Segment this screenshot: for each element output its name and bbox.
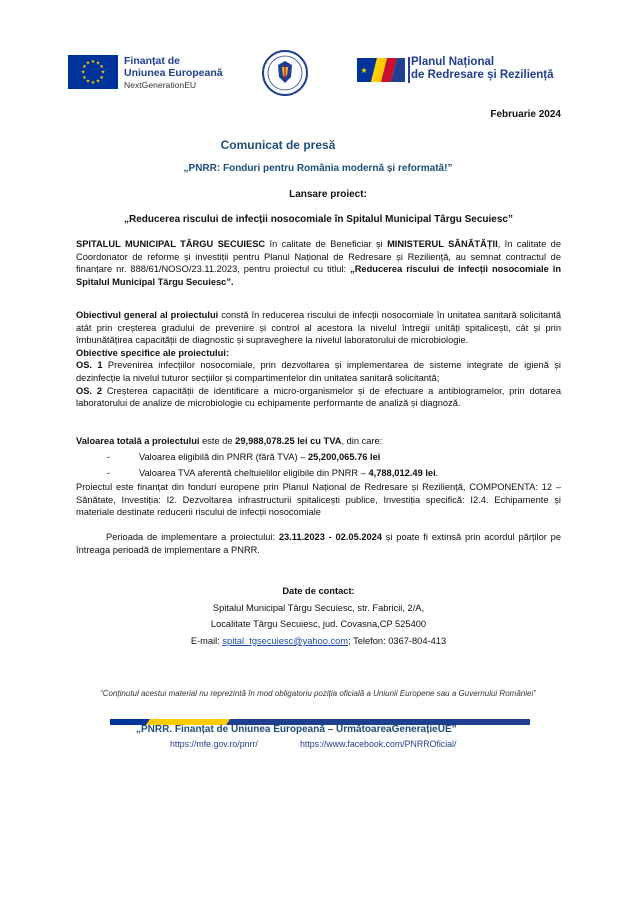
contact-address-line2: Localitate Târgu Secuiesc, jud. Covasna,CP 525400 [210,619,427,630]
objectives-section [76,309,561,410]
disclaimer: “Conținutul acestui material nu reprezintă în mod obligatoriu poziția oficială a Uniunii Europene sau a Guvernului României” [100,689,536,698]
footer-slogan: „PNRR. Finanțat de Uniunea Europeană – UrmătoareaGenerațieUE” [136,724,457,735]
document-date: Februarie 2024 [490,109,561,120]
document-title: Comunicat de presă [220,138,336,152]
pnrr-flag-logo [357,58,405,82]
total-value [76,435,561,448]
period-text: și poate fi extinsă prin acordul părților pe întreaga perioadă de implementare a PNRR. [76,532,561,555]
value-breakdown-list [107,451,559,479]
total-value-text-2: , din care: [341,436,383,446]
pnrr-label [411,56,554,82]
os2-text: Creșterea capacității de identificare a micro-organismelor și de efectuare a antibiogramelor, prin dotarea laboratorului de analize de microbiologie cu echipamente performante de analiză și diagnoză. [76,385,561,409]
svg-text:★: ★ [82,75,87,81]
ministry-name: MINISTERUL SĂNĂTĂȚII [387,239,498,249]
funding-paragraph: Proiectul este finanțat din fonduri europene prin Planul Național de Redresare și Reziliență, COMPONENTA: 12 – Sănătate, Investiția: I2. Dezvoltarea infrastructurii spitalicești publice, Investiția specifică: I2.4. Echipamente și materiale destinate reducerii riscului de infecții nosocomiale [76,482,561,518]
eu-text-line3: NextGenerationEU [124,80,197,90]
objective-os2 [76,385,561,410]
list-item [107,467,559,480]
eu-flag-logo [68,55,118,89]
objective-os1 [76,359,561,384]
svg-text:★: ★ [360,66,368,75]
eu-text-line2: Uniunea Europeană [124,67,223,79]
romanian-government-emblem [262,50,308,96]
svg-text:★: ★ [99,75,104,81]
project-title: „Reducerea riscului de infecții nosocomiale în Spitalul Municipal Târgu Secuiesc” [124,214,513,225]
footer-color-bar [110,712,530,718]
pnrr-divider [408,57,410,83]
svg-text:★: ★ [85,78,91,85]
os2-label: OS. 2 [76,385,103,396]
svg-text:★: ★ [99,64,104,70]
beneficiary-name: SPITALUL MUNICIPAL TÂRGU SECUIESC [76,239,266,249]
intro-text-1: în calitate de Beneficiar și [265,239,388,249]
list-item [107,451,559,464]
general-objective-label: Obiectivul general al proiectului [76,310,219,320]
specific-objectives-heading: Obiective specifice ale proiectului: [76,347,229,358]
email-link[interactable]: spital_tgsecuiesc@yahoo.com [222,635,349,646]
svg-text:★: ★ [100,69,106,76]
list-dash: - [107,452,111,462]
eu-funding-label [124,55,223,91]
slogan: „PNRR: Fonduri pentru România modernă și reformată!” [183,163,453,174]
list-dash: - [107,467,111,478]
contact-email-phone [76,635,561,648]
contact-address-line1: Spitalul Municipal Târgu Secuiesc, str. Fabricii, 2/A, [212,602,425,613]
general-objective-text: constă în reducerea riscului de infecții nosocomiale în unitatea sanitară solicitantă atât prin creșterea gradului de prevenire și control al acestora la nivelul întregii unități spitalicești, cât și prin îmbunătățirea capacității de diagnostic și supraveghere la nivelul laboratorului de microbiologie. [76,310,561,346]
footer-url-mfe[interactable]: https://mfe.gov.ro/pnrr/ [170,739,258,749]
svg-text:★: ★ [82,64,87,70]
os1-label: OS. 1 [76,360,103,371]
pnrr-text-line1: Planul Național [411,56,495,68]
general-objective [76,309,561,347]
svg-text:★: ★ [90,80,96,86]
svg-text:★: ★ [95,60,101,67]
contact-section [76,585,561,647]
svg-text:★: ★ [95,78,101,85]
svg-text:★: ★ [80,69,86,76]
period-label: Perioada de implementare a proiectului: [106,532,279,542]
vat-value-label: Valoarea TVA aferentă cheltuielilor eligibile din PNRR – [139,467,369,478]
eu-text-line1: Finanțat de [124,55,181,67]
vat-value-amount: 4,788,012.49 lei [368,467,436,478]
intro-project-title: „Reducerea riscului de infecții nosocomiale în Spitalul Municipal Târgu Secuiesc”. [76,264,562,287]
eligible-value-label: Valoarea eligibilă din PNRR (fără TVA) – [139,452,308,462]
pnrr-text-line2: de Redresare și Reziliență [411,69,554,81]
intro-paragraph [76,238,561,288]
total-value-label: Valoarea totală a proiectului [76,436,200,446]
total-value-amount: 29,988,078.25 lei cu TVA [235,436,342,446]
svg-text:★: ★ [90,59,96,65]
period-dates: 23.11.2023 - 02.05.2024 [278,532,383,542]
contact-heading: Date de contact: [282,586,355,596]
email-label: E-mail: [190,635,223,646]
total-value-text-1: este de [199,436,236,446]
vat-value-end: . [435,467,439,478]
footer-url-facebook[interactable]: https://www.facebook.com/PNRROficial/ [300,739,457,749]
svg-text:★: ★ [85,60,91,67]
launch-heading: Lansare proiect: [289,189,367,200]
os1-text: Prevenirea infecțiilor nosocomiale, prin dezvoltarea și implementarea de sisteme integrate de igienă și dezinfecție la nivelul tuturor secțiilor și compartimentelor din unitatea sanitară solicitantă; [76,360,561,383]
implementation-period [76,531,561,556]
phone-text: ; Telefon: 0367-804-413 [348,635,447,646]
eligible-value-amount: 25,200,065.76 lei [307,452,381,462]
intro-text-2: , în calitate de Coordonator de reforme și investiții pentru Planul Național de Redresare și Reziliență, au semnat contractul de finanțare nr. 888/61/NOSO/23.11.2023, pentru proiectul cu titlul: [76,239,561,275]
